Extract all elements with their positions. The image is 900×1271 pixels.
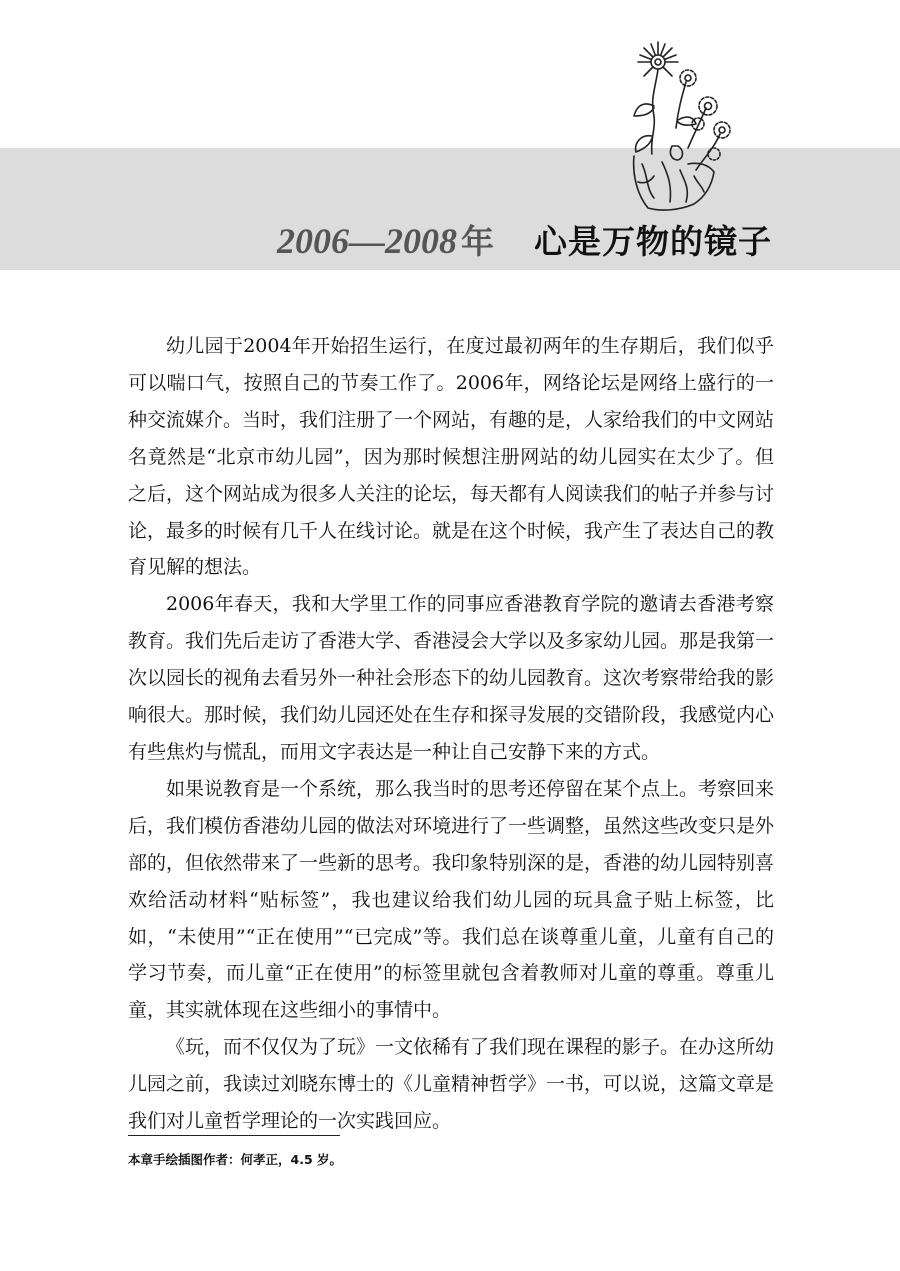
chapter-years: 2006—2008 bbox=[277, 221, 457, 261]
paragraph: 《玩，而不仅仅为了玩》一文依稀有了我们现在课程的影子。在办这所幼儿园之前，我读过刘晓东博士的《儿童精神哲学》一书，可以说，这篇文章是我们对儿童哲学理论的一次实践回应。 bbox=[128, 1036, 775, 1133]
paragraph: 幼儿园于2004年开始招生运行，在度过最初两年的生存期后，我们似乎可以喘口气，按照自己的节奏工作了。2006年，网络论坛是网络上盛行的一种交流媒介。当时，我们注册了一个网站，有趣的是，人家给我们的中文网站名竟然是“北京市幼儿园”，因为那时候想注册网站的幼儿园实在太少了。但之后，这个网站成为很多人关注的论坛，每天都有人阅读我们的帖子并参与讨论，最多的时候有几千人在线讨论。就是在这个时候，我产生了表达自己的教育见解的想法。 bbox=[128, 335, 775, 579]
chapter-title: 心是万物的镜子 bbox=[534, 222, 772, 261]
paragraph: 如果说教育是一个系统，那么我当时的思考还停留在某个点上。考察回来后，我们模仿香港幼儿园的做法对环境进行了一些调整，虽然这些改变只是外部的，但依然带来了一些新的思考。我印象特别深的是，香港的幼儿园特别喜欢给活动材料“贴标签”，我也建议给我们幼儿园的玩具盒子贴上标签，比如，“未使用”“正在使用”“已完成”等。我们总在谈尊重儿童，儿童有自己的学习节奏，而儿童“正在使用”的标签里就包含着教师对儿童的尊重。尊重儿童，其实就体现在这些细小的事情中。 bbox=[128, 777, 775, 1022]
hand-drawn-flowers-illustration bbox=[628, 36, 738, 214]
footnote-divider bbox=[128, 1135, 340, 1136]
paragraph: 2006年春天，我和大学里工作的同事应香港教育学院的邀请去香港考察教育。我们先后走访了香港大学、香港浸会大学以及多家幼儿园。那是我第一次以园长的视角去看另外一种社会形态下的幼儿园教育。这次考察带给我的影响很大。那时候，我们幼儿园还处在生存和探寻发展的交错阶段，我感觉内心有些焦灼与慌乱，而用文字表达是一种让自己安静下来的方式。 bbox=[128, 593, 775, 763]
footnote: 本章手绘插图作者：何孝正，4.5 岁。 bbox=[128, 1152, 342, 1167]
body-text bbox=[128, 328, 774, 1140]
chapter-year-suffix: 年 bbox=[461, 222, 494, 261]
chapter-heading bbox=[277, 216, 772, 266]
